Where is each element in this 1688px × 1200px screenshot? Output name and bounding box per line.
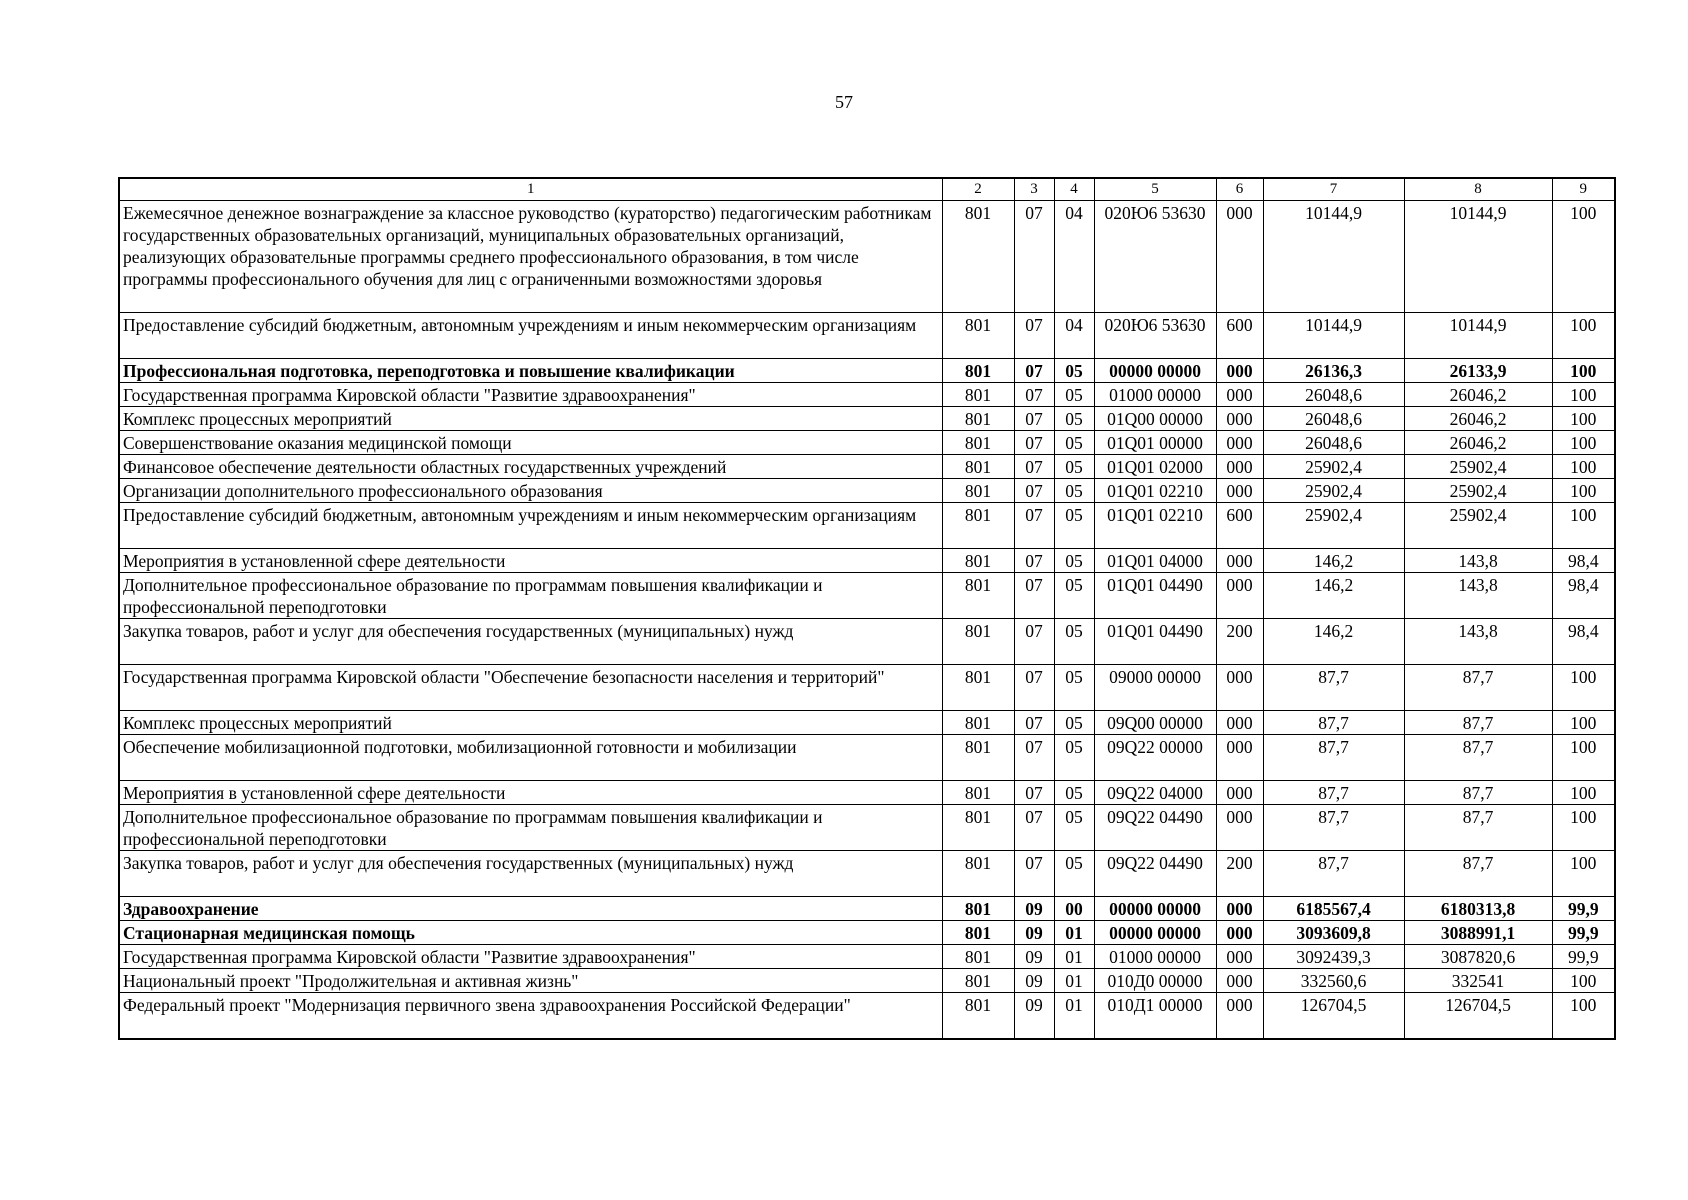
row-csr-cell: 01000 00000 [1094, 945, 1216, 969]
row-actual-cell: 87,7 [1404, 851, 1552, 897]
row-percent-cell: 100 [1552, 805, 1615, 851]
row-name-cell: Федеральный проект "Модернизация первичного звена здравоохранения Российской Федерации" [119, 993, 942, 1039]
row-pr-cell: 05 [1054, 573, 1094, 619]
row-gr-cell: 801 [942, 921, 1014, 945]
row-vr-cell: 000 [1216, 945, 1263, 969]
row-name-cell: Комплекс процессных мероприятий [119, 711, 942, 735]
row-rz-cell: 09 [1014, 921, 1054, 945]
row-actual-cell: 26046,2 [1404, 431, 1552, 455]
row-name-cell: Комплекс процессных мероприятий [119, 407, 942, 431]
row-pr-cell: 05 [1054, 805, 1094, 851]
page-number: 57 [835, 92, 853, 112]
row-percent-cell: 100 [1552, 503, 1615, 549]
row-vr-cell: 000 [1216, 573, 1263, 619]
row-rz-cell: 07 [1014, 383, 1054, 407]
row-rz-cell: 07 [1014, 781, 1054, 805]
row-percent-cell: 100 [1552, 781, 1615, 805]
row-pr-cell: 05 [1054, 455, 1094, 479]
row-rz-cell: 09 [1014, 897, 1054, 921]
row-percent-cell: 100 [1552, 383, 1615, 407]
row-vr-cell: 000 [1216, 431, 1263, 455]
row-rz-cell: 07 [1014, 549, 1054, 573]
table-row [119, 549, 1615, 573]
row-plan-cell: 87,7 [1263, 665, 1404, 711]
table-body [119, 201, 1615, 1039]
row-rz-cell: 07 [1014, 619, 1054, 665]
row-pr-cell: 01 [1054, 969, 1094, 993]
header-cell: 2 [942, 178, 1014, 201]
row-vr-cell: 000 [1216, 897, 1263, 921]
row-gr-cell: 801 [942, 897, 1014, 921]
row-actual-cell: 143,8 [1404, 549, 1552, 573]
row-pr-cell: 00 [1054, 897, 1094, 921]
row-name-cell: Мероприятия в установленной сфере деятельности [119, 781, 942, 805]
row-pr-cell: 05 [1054, 735, 1094, 781]
row-percent-cell: 100 [1552, 201, 1615, 313]
row-pr-cell: 01 [1054, 945, 1094, 969]
row-actual-cell: 25902,4 [1404, 479, 1552, 503]
row-name-cell: Стационарная медицинская помощь [119, 921, 942, 945]
row-csr-cell: 01Q01 02210 [1094, 503, 1216, 549]
row-gr-cell: 801 [942, 313, 1014, 359]
row-percent-cell: 100 [1552, 969, 1615, 993]
row-name-cell: Государственная программа Кировской области "Развитие здравоохранения" [119, 945, 942, 969]
row-actual-cell: 87,7 [1404, 805, 1552, 851]
row-name-cell: Предоставление субсидий бюджетным, автономным учреждениям и иным некоммерческим организациям [119, 313, 942, 359]
table-row [119, 201, 1615, 313]
row-pr-cell: 05 [1054, 665, 1094, 711]
row-pr-cell: 05 [1054, 781, 1094, 805]
row-csr-cell: 09000 00000 [1094, 665, 1216, 711]
row-vr-cell: 000 [1216, 479, 1263, 503]
row-csr-cell: 01Q01 04000 [1094, 549, 1216, 573]
row-name-cell: Закупка товаров, работ и услуг для обеспечения государственных (муниципальных) нужд [119, 851, 942, 897]
row-vr-cell: 000 [1216, 665, 1263, 711]
row-actual-cell: 126704,5 [1404, 993, 1552, 1039]
row-csr-cell: 00000 00000 [1094, 921, 1216, 945]
table-row [119, 735, 1615, 781]
row-csr-cell: 09Q22 04490 [1094, 805, 1216, 851]
table-row [119, 573, 1615, 619]
row-plan-cell: 26048,6 [1263, 407, 1404, 431]
row-gr-cell: 801 [942, 619, 1014, 665]
row-actual-cell: 87,7 [1404, 711, 1552, 735]
row-plan-cell: 146,2 [1263, 619, 1404, 665]
row-percent-cell: 99,9 [1552, 921, 1615, 945]
row-plan-cell: 6185567,4 [1263, 897, 1404, 921]
row-percent-cell: 98,4 [1552, 619, 1615, 665]
row-pr-cell: 05 [1054, 479, 1094, 503]
table-row [119, 503, 1615, 549]
row-plan-cell: 126704,5 [1263, 993, 1404, 1039]
row-name-cell: Предоставление субсидий бюджетным, автономным учреждениям и иным некоммерческим организациям [119, 503, 942, 549]
row-pr-cell: 04 [1054, 201, 1094, 313]
row-percent-cell: 98,4 [1552, 549, 1615, 573]
row-plan-cell: 25902,4 [1263, 479, 1404, 503]
row-name-cell: Мероприятия в установленной сфере деятельности [119, 549, 942, 573]
row-gr-cell: 801 [942, 407, 1014, 431]
row-rz-cell: 07 [1014, 431, 1054, 455]
row-csr-cell: 09Q00 00000 [1094, 711, 1216, 735]
table-row [119, 993, 1615, 1039]
row-csr-cell: 010Д1 00000 [1094, 993, 1216, 1039]
row-gr-cell: 801 [942, 781, 1014, 805]
row-vr-cell: 000 [1216, 359, 1263, 383]
row-gr-cell: 801 [942, 735, 1014, 781]
row-actual-cell: 10144,9 [1404, 313, 1552, 359]
row-rz-cell: 07 [1014, 479, 1054, 503]
table-row [119, 711, 1615, 735]
row-gr-cell: 801 [942, 573, 1014, 619]
row-percent-cell: 100 [1552, 313, 1615, 359]
row-plan-cell: 146,2 [1263, 573, 1404, 619]
row-percent-cell: 100 [1552, 359, 1615, 383]
row-actual-cell: 10144,9 [1404, 201, 1552, 313]
table-row [119, 781, 1615, 805]
table-row [119, 665, 1615, 711]
row-vr-cell: 000 [1216, 993, 1263, 1039]
header-cell: 1 [119, 178, 942, 201]
row-percent-cell: 100 [1552, 851, 1615, 897]
row-plan-cell: 10144,9 [1263, 313, 1404, 359]
row-plan-cell: 3092439,3 [1263, 945, 1404, 969]
row-plan-cell: 26136,3 [1263, 359, 1404, 383]
row-name-cell: Ежемесячное денежное вознаграждение за классное руководство (кураторство) педагогическим работникам государственных образовательных организаций, муниципальных образовательных организаций, реализующих образовательные программы среднего профессионального образования, в том числе программы профессионального обучения для лиц с ограниченными возможностями здоровья [119, 201, 942, 313]
row-percent-cell: 100 [1552, 711, 1615, 735]
row-csr-cell: 020Ю6 53630 [1094, 201, 1216, 313]
row-csr-cell: 01Q01 04490 [1094, 573, 1216, 619]
row-gr-cell: 801 [942, 201, 1014, 313]
table-row [119, 897, 1615, 921]
row-name-cell: Профессиональная подготовка, переподготовка и повышение квалификации [119, 359, 942, 383]
row-gr-cell: 801 [942, 549, 1014, 573]
row-rz-cell: 09 [1014, 969, 1054, 993]
row-percent-cell: 99,9 [1552, 945, 1615, 969]
row-rz-cell: 07 [1014, 711, 1054, 735]
row-csr-cell: 09Q22 04490 [1094, 851, 1216, 897]
row-pr-cell: 05 [1054, 619, 1094, 665]
row-plan-cell: 87,7 [1263, 781, 1404, 805]
row-pr-cell: 05 [1054, 407, 1094, 431]
row-name-cell: Закупка товаров, работ и услуг для обеспечения государственных (муниципальных) нужд [119, 619, 942, 665]
row-gr-cell: 801 [942, 383, 1014, 407]
row-percent-cell: 100 [1552, 407, 1615, 431]
row-vr-cell: 000 [1216, 711, 1263, 735]
row-percent-cell: 98,4 [1552, 573, 1615, 619]
row-actual-cell: 25902,4 [1404, 503, 1552, 549]
row-actual-cell: 143,8 [1404, 573, 1552, 619]
header-cell: 9 [1552, 178, 1615, 201]
row-actual-cell: 3087820,6 [1404, 945, 1552, 969]
row-plan-cell: 87,7 [1263, 805, 1404, 851]
row-vr-cell: 000 [1216, 921, 1263, 945]
row-vr-cell: 000 [1216, 805, 1263, 851]
row-plan-cell: 26048,6 [1263, 431, 1404, 455]
row-rz-cell: 07 [1014, 735, 1054, 781]
row-csr-cell: 01000 00000 [1094, 383, 1216, 407]
row-actual-cell: 25902,4 [1404, 455, 1552, 479]
row-name-cell: Дополнительное профессиональное образование по программам повышения квалификации и профессиональной переподготовки [119, 805, 942, 851]
row-vr-cell: 600 [1216, 503, 1263, 549]
row-csr-cell: 020Ю6 53630 [1094, 313, 1216, 359]
row-name-cell: Организации дополнительного профессионального образования [119, 479, 942, 503]
row-gr-cell: 801 [942, 711, 1014, 735]
row-csr-cell: 01Q01 02000 [1094, 455, 1216, 479]
row-plan-cell: 25902,4 [1263, 503, 1404, 549]
row-plan-cell: 332560,6 [1263, 969, 1404, 993]
row-csr-cell: 09Q22 00000 [1094, 735, 1216, 781]
row-rz-cell: 07 [1014, 201, 1054, 313]
row-name-cell: Здравоохранение [119, 897, 942, 921]
row-gr-cell: 801 [942, 969, 1014, 993]
row-actual-cell: 26046,2 [1404, 407, 1552, 431]
row-plan-cell: 87,7 [1263, 851, 1404, 897]
row-percent-cell: 99,9 [1552, 897, 1615, 921]
table-row [119, 455, 1615, 479]
row-vr-cell: 000 [1216, 969, 1263, 993]
header-cell: 7 [1263, 178, 1404, 201]
row-actual-cell: 26046,2 [1404, 383, 1552, 407]
row-gr-cell: 801 [942, 359, 1014, 383]
header-cell: 5 [1094, 178, 1216, 201]
row-name-cell: Обеспечение мобилизационной подготовки, мобилизационной готовности и мобилизации [119, 735, 942, 781]
row-name-cell: Государственная программа Кировской области "Развитие здравоохранения" [119, 383, 942, 407]
row-plan-cell: 87,7 [1263, 735, 1404, 781]
header-cell: 3 [1014, 178, 1054, 201]
row-csr-cell: 09Q22 04000 [1094, 781, 1216, 805]
row-percent-cell: 100 [1552, 479, 1615, 503]
row-actual-cell: 332541 [1404, 969, 1552, 993]
row-vr-cell: 000 [1216, 201, 1263, 313]
row-vr-cell: 200 [1216, 619, 1263, 665]
row-vr-cell: 000 [1216, 455, 1263, 479]
row-rz-cell: 07 [1014, 665, 1054, 711]
row-vr-cell: 200 [1216, 851, 1263, 897]
row-name-cell: Государственная программа Кировской области "Обеспечение безопасности населения и территорий" [119, 665, 942, 711]
row-pr-cell: 01 [1054, 921, 1094, 945]
row-gr-cell: 801 [942, 993, 1014, 1039]
row-vr-cell: 600 [1216, 313, 1263, 359]
table-row [119, 969, 1615, 993]
row-gr-cell: 801 [942, 503, 1014, 549]
row-plan-cell: 146,2 [1263, 549, 1404, 573]
row-vr-cell: 000 [1216, 781, 1263, 805]
row-plan-cell: 10144,9 [1263, 201, 1404, 313]
row-percent-cell: 100 [1552, 665, 1615, 711]
table-row [119, 921, 1615, 945]
table-row [119, 479, 1615, 503]
row-percent-cell: 100 [1552, 993, 1615, 1039]
row-vr-cell: 000 [1216, 735, 1263, 781]
row-name-cell: Национальный проект "Продолжительная и активная жизнь" [119, 969, 942, 993]
table-row [119, 313, 1615, 359]
row-plan-cell: 3093609,8 [1263, 921, 1404, 945]
row-percent-cell: 100 [1552, 455, 1615, 479]
table-row [119, 805, 1615, 851]
row-gr-cell: 801 [942, 431, 1014, 455]
row-pr-cell: 01 [1054, 993, 1094, 1039]
row-actual-cell: 87,7 [1404, 781, 1552, 805]
row-plan-cell: 26048,6 [1263, 383, 1404, 407]
row-vr-cell: 000 [1216, 407, 1263, 431]
row-gr-cell: 801 [942, 479, 1014, 503]
table-row [119, 619, 1615, 665]
row-gr-cell: 801 [942, 665, 1014, 711]
row-percent-cell: 100 [1552, 431, 1615, 455]
row-vr-cell: 000 [1216, 549, 1263, 573]
row-csr-cell: 00000 00000 [1094, 897, 1216, 921]
table-row [119, 359, 1615, 383]
row-rz-cell: 07 [1014, 805, 1054, 851]
row-vr-cell: 000 [1216, 383, 1263, 407]
row-pr-cell: 04 [1054, 313, 1094, 359]
table-row [119, 383, 1615, 407]
row-rz-cell: 07 [1014, 503, 1054, 549]
row-csr-cell: 01Q00 00000 [1094, 407, 1216, 431]
row-name-cell: Совершенствование оказания медицинской помощи [119, 431, 942, 455]
row-rz-cell: 09 [1014, 993, 1054, 1039]
row-name-cell: Финансовое обеспечение деятельности областных государственных учреждений [119, 455, 942, 479]
header-cell: 4 [1054, 178, 1094, 201]
row-gr-cell: 801 [942, 805, 1014, 851]
row-actual-cell: 6180313,8 [1404, 897, 1552, 921]
row-gr-cell: 801 [942, 455, 1014, 479]
row-pr-cell: 05 [1054, 851, 1094, 897]
table-row [119, 431, 1615, 455]
row-pr-cell: 05 [1054, 549, 1094, 573]
row-plan-cell: 25902,4 [1263, 455, 1404, 479]
table-row [119, 945, 1615, 969]
row-pr-cell: 05 [1054, 383, 1094, 407]
budget-table [118, 177, 1616, 1040]
row-rz-cell: 07 [1014, 573, 1054, 619]
row-rz-cell: 07 [1014, 407, 1054, 431]
row-actual-cell: 26133,9 [1404, 359, 1552, 383]
row-csr-cell: 010Д0 00000 [1094, 969, 1216, 993]
row-rz-cell: 07 [1014, 313, 1054, 359]
row-csr-cell: 01Q01 04490 [1094, 619, 1216, 665]
table-row [119, 851, 1615, 897]
row-pr-cell: 05 [1054, 431, 1094, 455]
table-header [119, 178, 1615, 201]
row-percent-cell: 100 [1552, 735, 1615, 781]
row-pr-cell: 05 [1054, 503, 1094, 549]
row-pr-cell: 05 [1054, 359, 1094, 383]
header-cell: 8 [1404, 178, 1552, 201]
row-pr-cell: 05 [1054, 711, 1094, 735]
row-csr-cell: 01Q01 02210 [1094, 479, 1216, 503]
row-plan-cell: 87,7 [1263, 711, 1404, 735]
row-csr-cell: 01Q01 00000 [1094, 431, 1216, 455]
row-actual-cell: 87,7 [1404, 735, 1552, 781]
table-row [119, 407, 1615, 431]
row-gr-cell: 801 [942, 945, 1014, 969]
row-actual-cell: 143,8 [1404, 619, 1552, 665]
row-gr-cell: 801 [942, 851, 1014, 897]
header-cell: 6 [1216, 178, 1263, 201]
row-actual-cell: 87,7 [1404, 665, 1552, 711]
row-rz-cell: 07 [1014, 359, 1054, 383]
row-rz-cell: 07 [1014, 851, 1054, 897]
row-csr-cell: 00000 00000 [1094, 359, 1216, 383]
row-rz-cell: 09 [1014, 945, 1054, 969]
row-rz-cell: 07 [1014, 455, 1054, 479]
row-name-cell: Дополнительное профессиональное образование по программам повышения квалификации и профессиональной переподготовки [119, 573, 942, 619]
row-actual-cell: 3088991,1 [1404, 921, 1552, 945]
